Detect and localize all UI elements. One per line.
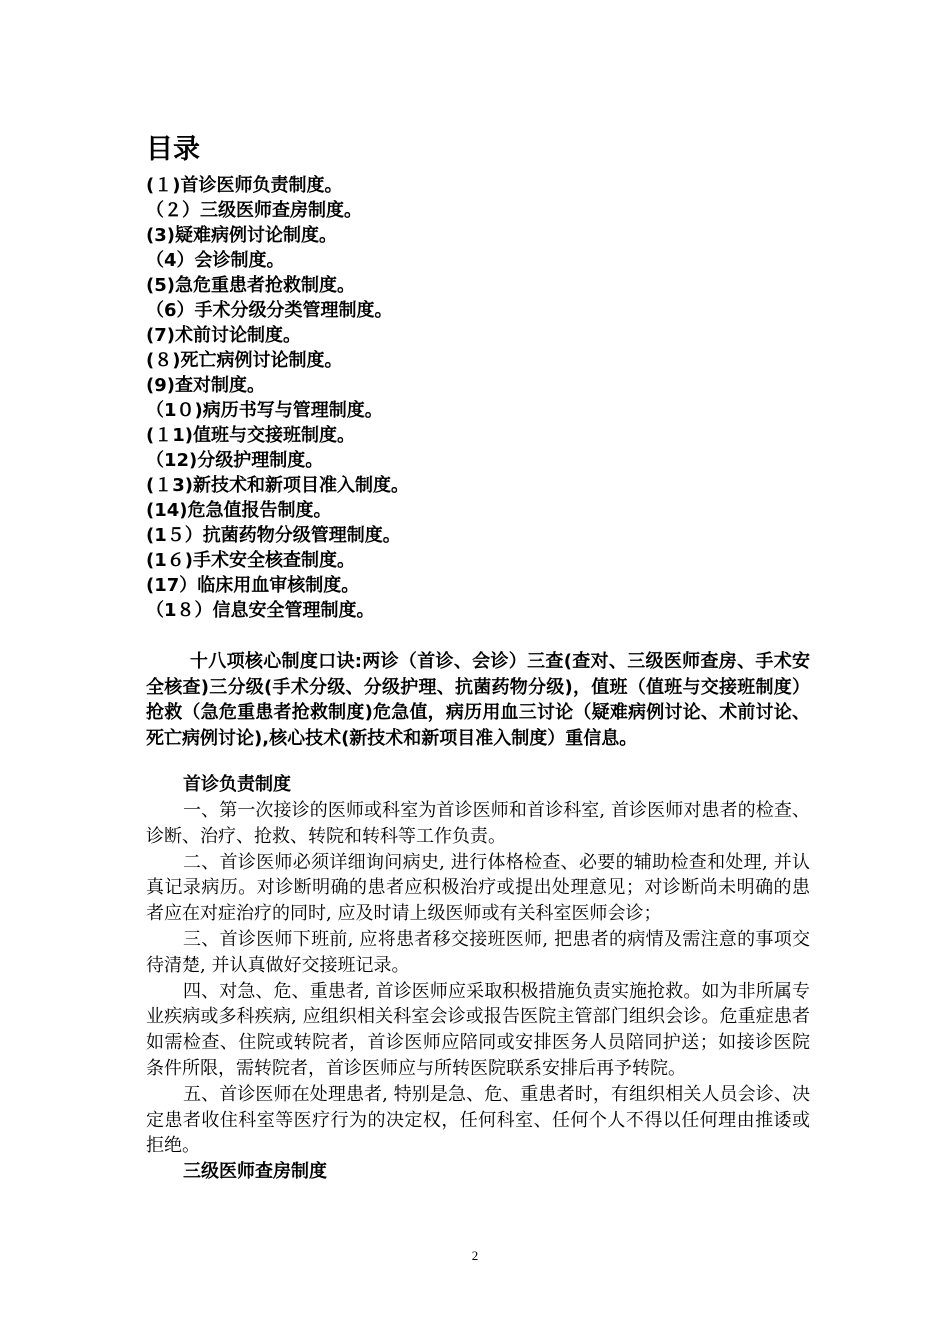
paragraph: 四、对急、危、重患者, 首诊医师应采取积极措施负责实施抢救。如为非所属专业疾病或多科疾病, 应组织相关科室会诊或报告医院主管部门组织会诊。危重症患者如需检查、住院或转院者，首诊医师应陪同或安排医务人员陪同护送；如接诊医院条件所限，需转院者，首诊医师应与所转医院联系安排后再予转院。 xyxy=(146,980,810,1079)
toc-item: （6）手术分级分类管理制度。 xyxy=(146,300,393,321)
toc-item: (7)术前讨论制度。 xyxy=(146,325,301,346)
toc-item: (１3)新技术和新项目准入制度。 xyxy=(146,475,409,496)
paragraph: 二、首诊医师必须详细询问病史, 进行体格检查、必要的辅助检查和处理, 并认真记录病历。对诊断明确的患者应积极治疗或提出处理意见；对诊断尚未明确的患者应在对症治疗的同时, 应及时请上级医师或有关科室医师会诊； xyxy=(146,851,810,925)
toc-item: (１1)值班与交接班制度。 xyxy=(146,425,355,446)
toc-item: （1８）信息安全管理制度。 xyxy=(146,600,375,621)
toc-item: (3)疑难病例讨论制度。 xyxy=(146,225,337,246)
toc-item: (17）临床用血审核制度。 xyxy=(146,575,360,596)
toc-title: 目录 xyxy=(146,134,200,165)
toc-item: （２）三级医师查房制度。 xyxy=(146,200,362,221)
toc-list xyxy=(146,173,409,623)
toc-item: (14)危急值报告制度。 xyxy=(146,500,332,521)
toc-item: (１)首诊医师负责制度。 xyxy=(146,175,343,196)
section-heading: 三级医师查房制度 xyxy=(183,1161,327,1183)
core-system-mnemonic: 十八项核心制度口诀:两诊（首诊、会诊）三查(查对、三级医师查房、手术安全核查)三分级(手术分级、分级护理、抗菌药物分级)，值班（值班与交接班制度）抢救（急危重患者抢救制度)危急值，病历用血三讨论（疑难病例讨论、术前讨论、死亡病例讨论),核心技术(新技术和新项目准入制度）重信息。 xyxy=(146,651,810,749)
paragraph: 三、首诊医师下班前, 应将患者移交接班医师, 把患者的病情及需注意的事项交待清楚, 并认真做好交接班记录。 xyxy=(146,928,810,976)
toc-item: (1５）抗菌药物分级管理制度。 xyxy=(146,525,401,546)
page-number: 2 xyxy=(471,1248,479,1263)
section-heading: 首诊负责制度 xyxy=(183,774,291,795)
toc-item: (1６)手术安全核查制度。 xyxy=(146,550,355,571)
toc-item: (5)急危重患者抢救制度。 xyxy=(146,275,355,296)
toc-item: (８)死亡病例讨论制度。 xyxy=(146,350,343,371)
paragraph: 五、首诊医师在处理患者, 特别是急、危、重患者时，有组织相关人员会诊、决定患者收住科室等医疗行为的决定权，任何科室、任何个人不得以任何理由推诿或拒绝。 xyxy=(146,1083,810,1157)
toc-item: （4）会诊制度。 xyxy=(146,250,285,271)
section-first-visit xyxy=(146,772,810,1185)
toc-item: (9)查对制度。 xyxy=(146,375,265,396)
paragraph: 一、第一次接诊的医师或科室为首诊医师和首诊科室, 首诊医师对患者的检查、诊断、治疗、抢救、转院和转科等工作负责。 xyxy=(146,800,810,847)
toc-item: （1０)病历书写与管理制度。 xyxy=(146,400,383,421)
toc-item: （12)分级护理制度。 xyxy=(146,450,324,471)
